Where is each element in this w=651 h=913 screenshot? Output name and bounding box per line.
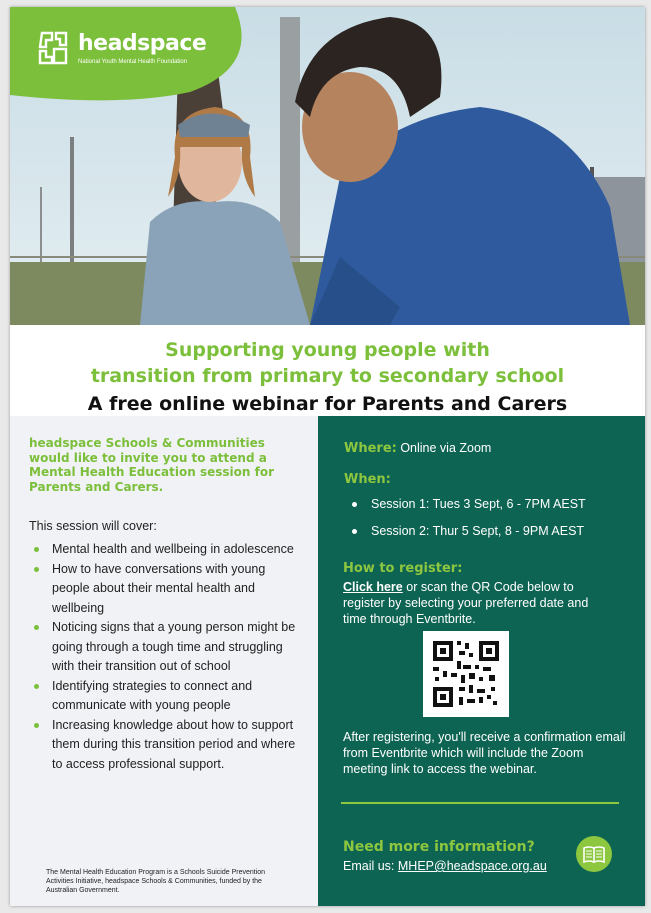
qr-code-icon bbox=[423, 631, 509, 717]
flyer-title bbox=[10, 337, 645, 417]
after-registering-text: After registering, you'll receive a confirmation email from Eventbrite which will include the Zoom meeting link to access the webinar. bbox=[343, 730, 626, 776]
intro-text: headspace Schools & Communities would like to invite you to attend a Mental Health Education session for Parents and Carers. bbox=[29, 436, 274, 494]
list-item: Identifying strategies to connect and communicate with young people bbox=[30, 677, 305, 716]
email-link[interactable]: MHEP@headspace.org.au bbox=[397, 859, 547, 873]
headspace-logo bbox=[10, 7, 250, 102]
topic-list bbox=[30, 540, 305, 774]
session-item: Session 1: Tues 3 Sept, 6 - 7PM AEST bbox=[346, 491, 586, 518]
where-value: Online via Zoom bbox=[400, 441, 492, 455]
email-row bbox=[343, 859, 547, 873]
cover-heading: This session will cover: bbox=[29, 519, 157, 533]
section-divider bbox=[341, 802, 619, 804]
list-item: Noticing signs that a young person might be going through a tough time and struggling with their transition out of school bbox=[30, 618, 305, 677]
right-panel bbox=[318, 416, 645, 906]
session-item: Session 2: Thur 5 Sept, 8 - 9PM AEST bbox=[346, 518, 586, 545]
funding-footnote: The Mental Health Education Program is a Schools Suicide Prevention Activities Initiative, headspace Schools & Communities, funded by the Australian Government. bbox=[46, 869, 266, 894]
when-label: When: bbox=[344, 472, 391, 487]
where-row bbox=[344, 441, 491, 456]
click-here-link[interactable]: Click here bbox=[343, 580, 403, 594]
open-book-icon bbox=[576, 836, 612, 872]
logo-wordmark: headspace bbox=[78, 31, 207, 56]
book-icon bbox=[576, 836, 612, 872]
need-more-info-label: Need more information? bbox=[343, 839, 535, 855]
how-to-register-label: How to register: bbox=[343, 561, 463, 576]
list-item: How to have conversations with young people about their mental health and wellbeing bbox=[30, 560, 305, 619]
session-list bbox=[346, 491, 586, 545]
title-line-1: Supporting young people with bbox=[165, 339, 490, 361]
headspace-mark-icon bbox=[36, 29, 72, 65]
where-label: Where: bbox=[344, 441, 397, 456]
flyer-page bbox=[10, 7, 645, 906]
list-item: Increasing knowledge about how to support them during this transition period and where to access professional support. bbox=[30, 716, 305, 775]
title-line-2: transition from primary to secondary school bbox=[90, 365, 565, 387]
qr-code[interactable] bbox=[423, 631, 509, 717]
list-item: Mental health and wellbeing in adolescence bbox=[30, 540, 305, 560]
left-panel bbox=[10, 416, 318, 906]
register-text bbox=[343, 579, 603, 627]
email-label: Email us: bbox=[343, 859, 398, 873]
register-instructions: or scan the QR Code below to register by selecting your preferred date and time through Eventbrite. bbox=[343, 580, 589, 626]
title-line-3: A free online webinar for Parents and Carers bbox=[87, 393, 568, 415]
hero-photo bbox=[10, 7, 645, 325]
logo-tagline: National Youth Mental Health Foundation bbox=[78, 59, 188, 65]
